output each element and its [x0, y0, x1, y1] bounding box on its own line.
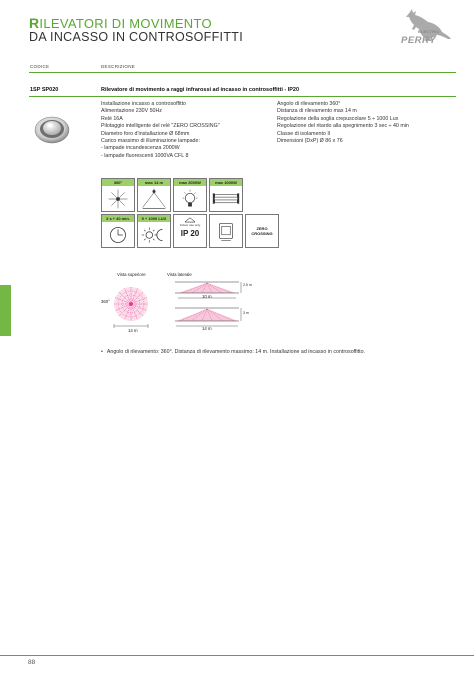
side-view-width-label: 10 m — [202, 294, 212, 299]
page-subtitle: DA INCASSO IN CONTROSOFFITTI — [29, 30, 243, 44]
icon-label: 5 ÷ 1000 LUX — [138, 215, 170, 222]
distance-icon — [137, 178, 171, 212]
side-view-width-label-2: 14 m — [202, 326, 212, 331]
page-number: 88 — [28, 659, 36, 666]
spec-line: Relè 16A — [101, 115, 123, 122]
column-code-header: CODICE — [30, 64, 50, 69]
spec-line: Classe di isolamento II — [277, 130, 331, 137]
side-view-label: Vista laterale — [167, 272, 192, 277]
spec-line: Distanza di rilevamento max 14 m — [277, 108, 357, 115]
spec-line: Regolazione del ritardo alla spegnimento 3 sec ÷ 40 min — [277, 123, 409, 130]
spec-line: Diametro foro d'installazione Ø 68mm — [101, 130, 190, 137]
zero-crossing-icon — [245, 214, 279, 248]
spec-line: Carico massimo di illuminazione lampade: — [101, 138, 200, 145]
spec-line: Angolo di rilevamento 360° — [277, 101, 341, 107]
lux-sun-moon-icon — [137, 214, 171, 248]
timer-icon — [101, 214, 135, 248]
specs-right — [277, 101, 409, 145]
icon-label: 360° — [102, 179, 134, 186]
title-rest: ILEVATORI DI MOVIMENTO — [39, 16, 212, 31]
height-label-1: 2,5 m — [243, 283, 252, 287]
top-view-width-label: 14 m — [128, 328, 138, 333]
bullet-icon: • — [101, 349, 103, 355]
product-code: 1SP SP020 — [30, 87, 59, 93]
logo-brand: PERRY — [401, 35, 437, 46]
title-initial: R — [29, 15, 40, 31]
spec-line: Dimensioni (DxP) Ø 86 x 76 — [277, 138, 343, 145]
height-label-2: 3 m — [243, 311, 249, 315]
indoor-label: Indoor use only — [179, 223, 201, 227]
footer-divider — [0, 655, 474, 656]
incandescent-lamp-icon — [173, 178, 207, 212]
ip-rating: IP 20 — [180, 229, 200, 238]
spec-line: Pilotaggio intelligente del relè "ZERO CROSSING" — [101, 123, 220, 130]
product-row — [29, 87, 456, 97]
product-image — [30, 108, 74, 148]
note-line — [101, 349, 365, 355]
icon-label: max 2000W — [174, 179, 206, 186]
top-view-label: Vista superiore — [117, 272, 146, 277]
section-tab — [0, 285, 11, 336]
table-header — [29, 63, 456, 73]
fluorescent-lamp-icon — [209, 178, 243, 212]
spec-line: - lampade fluorescenti 1000VA CFL 8 — [101, 152, 189, 159]
insulation-class-icon — [209, 214, 243, 248]
note-text: Angolo di rilevamento: 360°. Distanza di rilevamento massimo: 14 m. Installazione ad incasso in controsoffitto. — [106, 349, 366, 355]
spec-line: - lampade incandescenza 2000W — [101, 145, 180, 152]
zero-crossing-line-1: ZERO — [256, 226, 268, 231]
logo-tagline: ELECTRIC — [418, 29, 440, 34]
specs-left — [101, 101, 220, 160]
spec-line: Regolazione della soglia crepuscolare 5 ÷ 1000 Lux — [277, 115, 399, 122]
zero-crossing-label — [246, 226, 278, 236]
angle-360-icon — [101, 178, 135, 212]
detection-diagram — [100, 268, 260, 343]
detection-pattern — [100, 268, 260, 343]
spec-line: Installazione incasso a controsoffitto — [101, 101, 186, 107]
icon-label: max 1000W — [210, 179, 242, 186]
page-title — [29, 15, 212, 31]
icon-label: 3 s ÷ 40 min. — [102, 215, 134, 222]
column-description-header: DESCRIZIONE — [101, 64, 136, 69]
angle-label: 360° — [101, 299, 110, 304]
zero-crossing-line-2: CROSSING — [251, 231, 273, 236]
indoor-ip20-icon — [173, 214, 207, 248]
spec-line: Alimentazione 230V 50Hz — [101, 108, 162, 115]
product-title: Rilevatore di movimento a raggi infrarossi ad incasso in controsoffitti - IP20 — [101, 87, 300, 93]
icon-label: max 14 m — [138, 179, 170, 186]
